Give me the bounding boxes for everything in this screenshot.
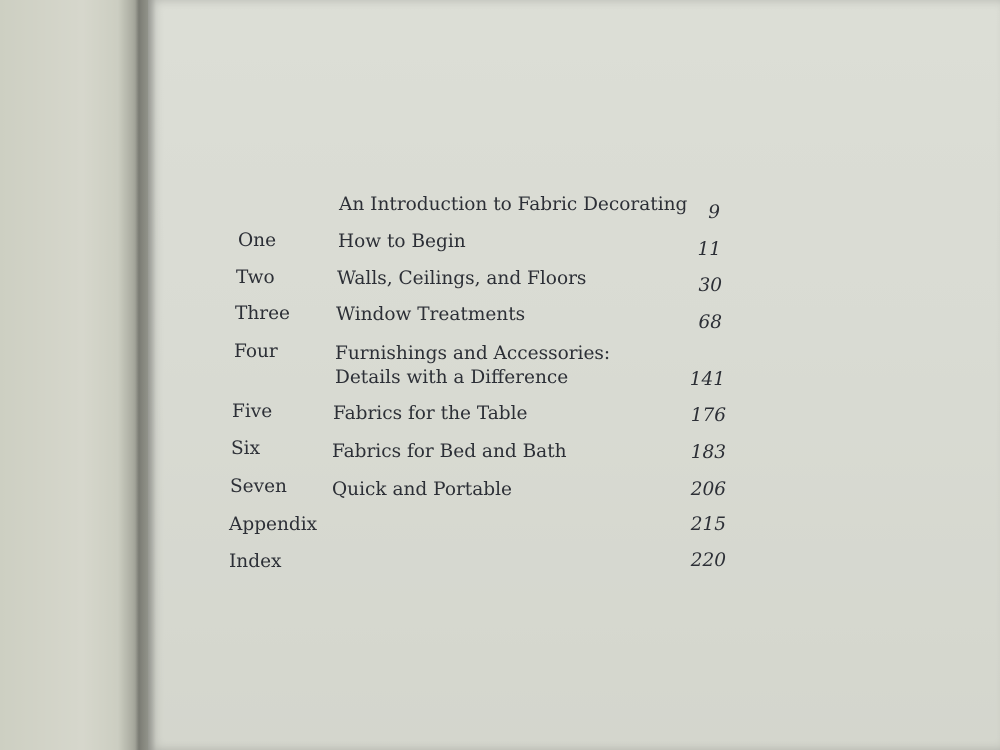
right-page xyxy=(148,0,1000,750)
toc-chapter-title: Fabrics for the Table xyxy=(333,403,528,424)
toc-intro-page: 9 xyxy=(708,202,720,223)
toc-page-number: 215 xyxy=(690,514,726,535)
toc-chapter-label: Seven xyxy=(230,476,287,497)
toc-intro-title: An Introduction to Fabric Decorating xyxy=(339,194,688,215)
toc-chapter-label: Two xyxy=(236,267,275,288)
book-gutter xyxy=(118,0,156,750)
toc-chapter-title: Walls, Ceilings, and Floors xyxy=(337,268,587,289)
toc-page-number: 206 xyxy=(690,479,726,500)
toc-chapter-label: Three xyxy=(235,303,290,324)
toc-page-number: 68 xyxy=(698,312,722,333)
toc-chapter-label: Four xyxy=(234,341,278,362)
toc-page-number: 141 xyxy=(689,369,725,390)
toc-chapter-title: Furnishings and Accessories: xyxy=(335,343,611,364)
toc-chapter-label: Six xyxy=(231,438,261,459)
toc-chapter-title: Window Treatments xyxy=(336,304,526,325)
toc-chapter-title-line2: Details with a Difference xyxy=(335,367,569,388)
toc-chapter-title: Fabrics for Bed and Bath xyxy=(332,441,567,462)
toc-page-number: 183 xyxy=(690,442,726,463)
toc-chapter-label: One xyxy=(238,230,277,251)
toc-page-number: 176 xyxy=(690,405,726,426)
toc-chapter-title: How to Begin xyxy=(338,231,466,252)
toc-page-number: 30 xyxy=(698,275,722,296)
toc-chapter-label: Five xyxy=(232,401,273,422)
toc-chapter-label: Index xyxy=(229,551,282,572)
toc-chapter-title: Quick and Portable xyxy=(332,479,512,500)
toc-page-number: 11 xyxy=(697,239,721,260)
toc-page-number: 220 xyxy=(690,550,726,571)
toc-chapter-label: Appendix xyxy=(229,514,318,535)
table-of-contents xyxy=(148,0,1000,750)
